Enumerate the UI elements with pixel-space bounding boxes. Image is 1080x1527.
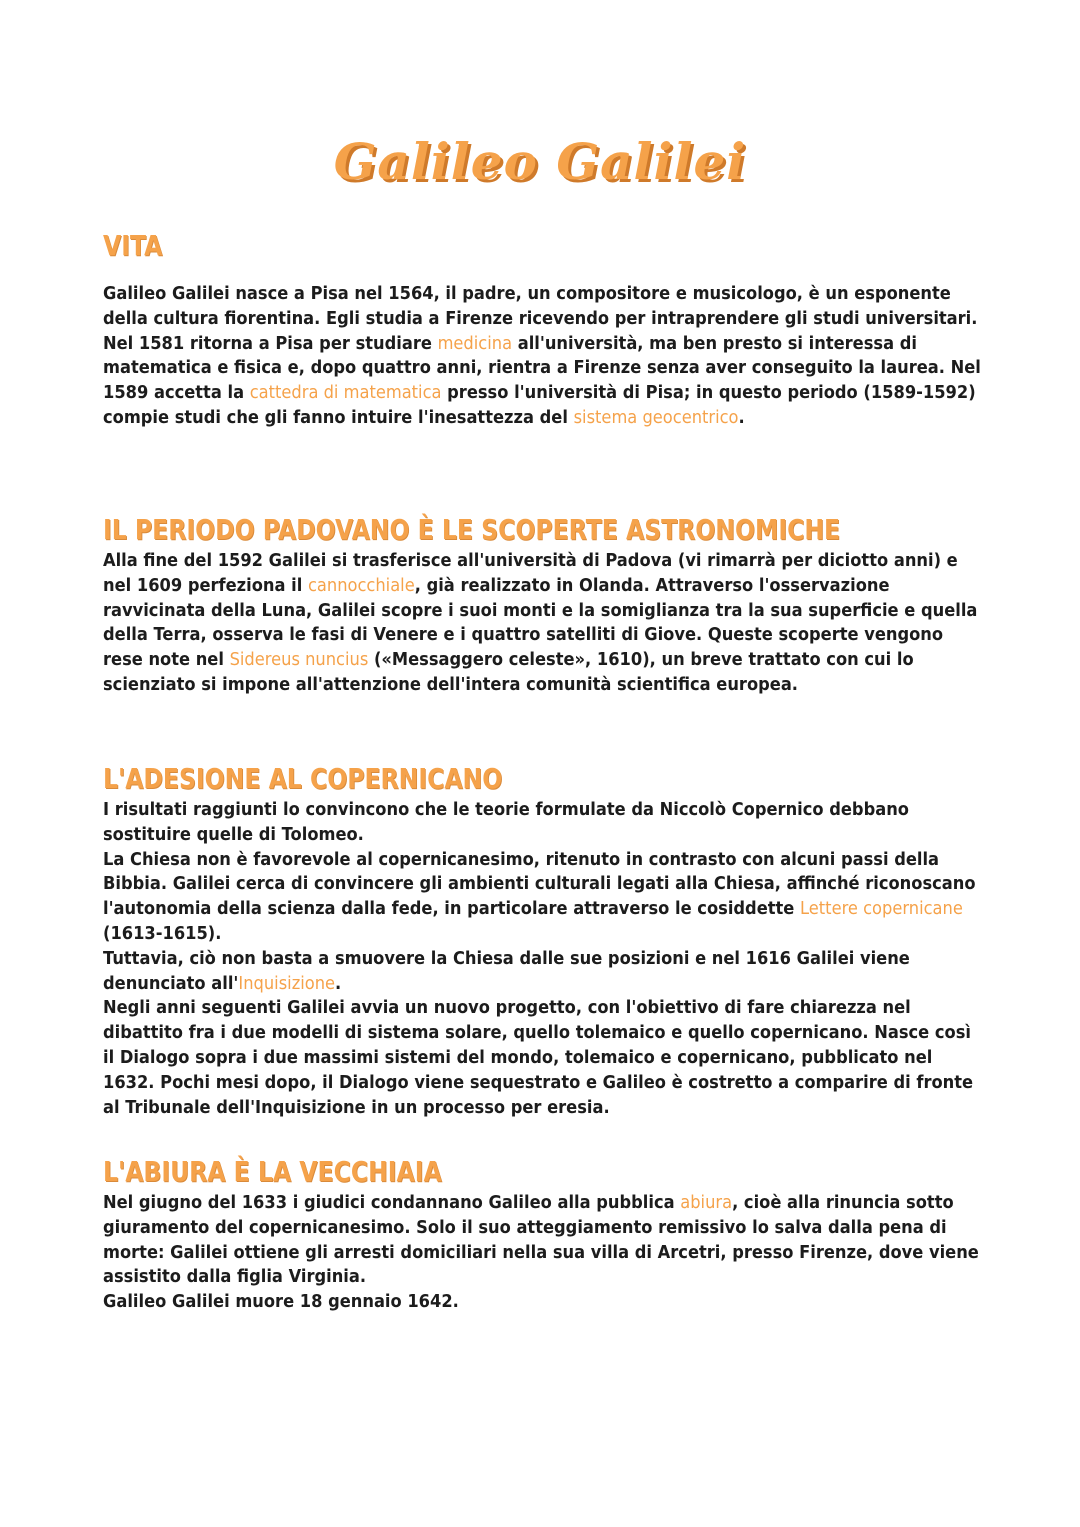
section-body-vita (103, 282, 983, 431)
text-run: Nel giugno del 1633 i giudici condannano Galileo alla pubblica (103, 1193, 681, 1213)
paragraph (103, 332, 983, 431)
highlight-text: Sidereus nuncius (229, 650, 369, 671)
paragraph (103, 848, 983, 947)
section-abiura (103, 1155, 983, 1315)
section-heading-adesione: L'ADESIONE AL COPERNICANO (103, 762, 503, 795)
text-run: presso l'università di Pisa; in questo periodo (1589-1592) compie studi che gli fanno intuire l'inesattezza del (103, 383, 976, 428)
section-heading-abiura: L'ABIURA È LA VECCHIAIA (103, 1155, 442, 1188)
section-vita (103, 229, 983, 431)
section-heading-vita: VITA (103, 229, 163, 262)
page-title: Galileo Galilei (333, 132, 747, 191)
text-run: La Chiesa non è favorevole al copernicanesimo, ritenuto in contrasto con alcuni passi della Bibbia. Galilei cerca di convincere gli ambienti culturali legati alla Chiesa, affinché riconoscano l'autonomia della scienza dalla fede, in particolare attraverso le cosiddette (103, 849, 976, 920)
highlight-text: sistema geocentrico (573, 407, 739, 428)
section-body-abiura (103, 1191, 983, 1315)
paragraph: Negli anni seguenti Galilei avvia un nuovo progetto, con l'obiettivo di fare chiarezza nel dibattito fra i due modelli di sistema solare, quello tolemaico e quello copernicano. Nasce così il Dialogo sopra i due massimi sistemi del mondo, tolemaico e copernicano, pubblicato nel 1632. Pochi mesi dopo, il Dialogo viene sequestrato e Galileo è costretto a comparire di fronte al Tribunale dell'Inquisizione in un processo per eresia. (103, 998, 974, 1118)
text-run: . (335, 973, 342, 994)
text-run: («Messaggero celeste», 1610), un breve trattato con cui lo scienziato si impone all'attenzione dell'intera comunità scientifica europea. (103, 650, 914, 695)
section-padova (103, 513, 983, 698)
highlight-text: Lettere copernicane (800, 899, 963, 920)
paragraph: I risultati raggiunti lo convincono che le teorie formulate da Niccolò Copernico debbano sostituire quelle di Tolomeo. (103, 800, 909, 845)
paragraph (103, 1191, 983, 1290)
paragraph: Galileo Galilei muore 18 gennaio 1642. (103, 1292, 459, 1313)
paragraph (103, 947, 983, 997)
text-run: Nel 1581 ritorna a Pisa per studiare (103, 333, 438, 354)
section-body-padova (103, 549, 983, 698)
highlight-text: cannocchiale (307, 575, 415, 596)
text-run: , cioè alla rinuncia sotto giuramento del copernicanesimo. Solo il suo atteggiamento remissivo lo salva dalla pena di morte: Galilei ottiene gli arresti domiciliari nella sua villa di Arcetri, presso Firenze, dove viene assistito dalla figlia Virginia. (103, 1193, 979, 1288)
highlight-text: medicina (437, 333, 513, 354)
highlight-text: cattedra di matematica (249, 383, 442, 404)
text-run: , già realizzato in Olanda. Attraverso l'osservazione ravvicinata della Luna, Galilei scopre i suoi monti e la somiglianza tra la sua superficie e quella della Terra, osserva le fasi di Venere e i quattro satelliti di Giove. Queste scoperte vengono rese note nel (103, 575, 978, 671)
paragraph (103, 549, 983, 698)
paragraph: Galileo Galilei nasce a Pisa nel 1564, il padre, un compositore e musicologo, è un esponente della cultura fiorentina. Egli studia a Firenze ricevendo per intraprendere gli studi universitari. (103, 284, 978, 329)
highlight-text: Inquisizione (238, 973, 336, 994)
text-run: Alla fine del 1592 Galilei si trasferisce all'università di Padova (vi rimarrà per diciotto anni) e nel 1609 perfeziona il (103, 551, 958, 596)
text-run: Tuttavia, ciò non basta a smuovere la Chiesa dalle sue posizioni e nel 1616 Galilei viene denunciato all' (103, 948, 910, 994)
text-run: all'università, ma ben presto si interessa di matematica e fisica e, dopo quattro anni, rientra a Firenze senza aver conseguito la laurea. Nel 1589 accetta la (103, 333, 981, 404)
section-adesione (103, 762, 983, 1120)
section-heading-padova: IL PERIODO PADOVANO È LE SCOPERTE ASTRONOMICHE (103, 513, 841, 546)
highlight-text: abiura (680, 1193, 733, 1213)
text-run: . (738, 407, 745, 428)
section-body-adesione (103, 798, 983, 1120)
text-run: (1613-1615). (103, 923, 222, 944)
